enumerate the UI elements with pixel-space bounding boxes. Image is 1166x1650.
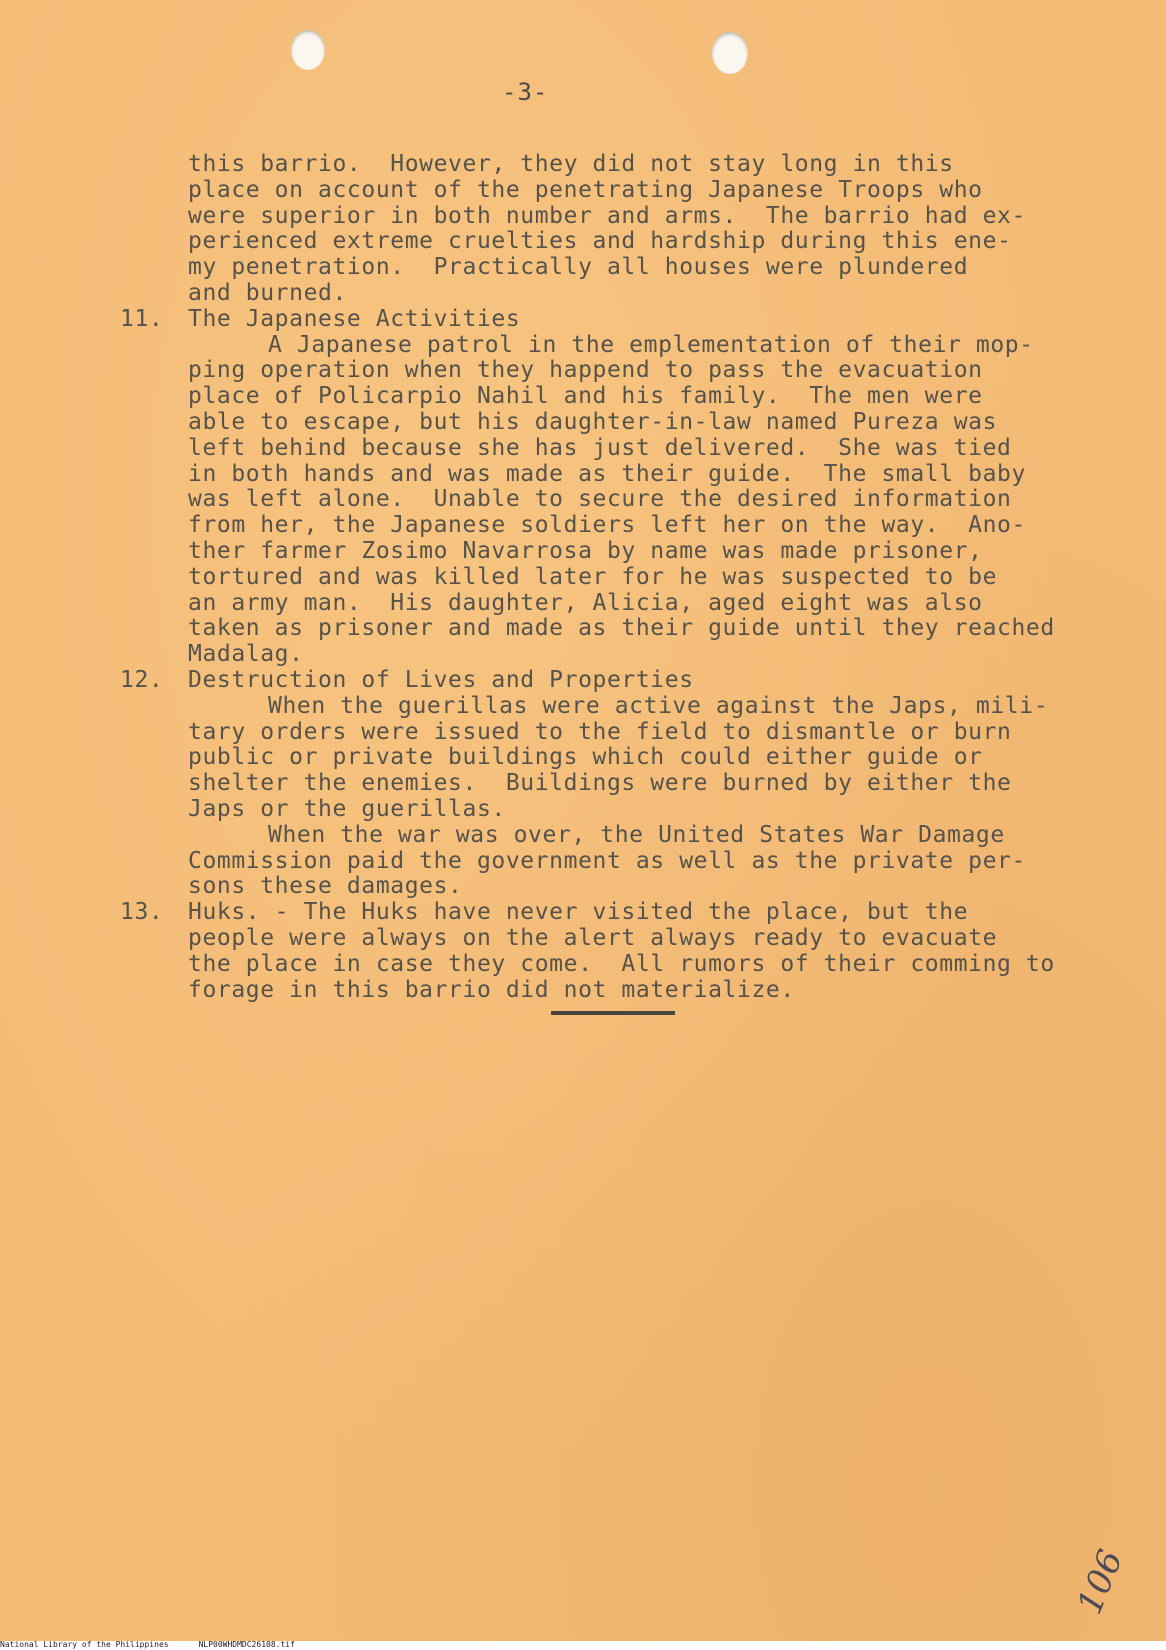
body-line: place of Policarpio Nahil and his family. The men were <box>188 383 983 410</box>
body-line: and burned. <box>188 279 347 306</box>
body-line: my penetration. Practically all houses were plundered <box>188 254 969 281</box>
body-line: people were always on the alert always ready to evacuate <box>188 924 998 951</box>
section-title: Destruction of Lives and Properties <box>188 666 694 693</box>
section-title: The Japanese Activities <box>188 305 521 332</box>
body-line: When the guerillas were active against the Japs, mili- <box>268 692 1049 719</box>
body-line: public or private buildings which could either guide or <box>188 744 983 771</box>
punch-hole-left <box>291 30 325 70</box>
body-line: an army man. His daughter, Alicia, aged eight was also <box>188 589 983 616</box>
section-number: 13. <box>120 899 164 926</box>
footer-catalog-id: NLP00WHDMDC26108.tif <box>198 1640 295 1649</box>
body-line: tortured and was killed later for he was suspected to be <box>188 563 998 590</box>
punch-hole-right <box>712 32 748 74</box>
body-line: was left alone. Unable to secure the desired information <box>188 486 1012 513</box>
end-of-text-rule <box>551 1011 675 1015</box>
body-line: sons these damages. <box>188 873 463 900</box>
body-line: taken as prisoner and made as their guide until they reached <box>188 615 1055 642</box>
body-line: were superior in both number and arms. The barrio had ex- <box>188 202 1026 229</box>
document-body <box>120 152 1110 1003</box>
body-line: the place in case they come. All rumors of their comming to <box>188 950 1055 977</box>
body-line: Commission paid the government as well as the private per- <box>188 847 1026 874</box>
body-line: Madalag. <box>188 641 304 668</box>
section-heading-13 <box>120 900 1110 926</box>
body-line: perienced extreme cruelties and hardship during this ene- <box>188 228 1012 255</box>
section-heading-11 <box>120 307 1110 333</box>
section-heading-12 <box>120 668 1110 694</box>
body-line: ping operation when they happend to pass the evacuation <box>188 357 983 384</box>
footer-credit <box>0 1640 295 1649</box>
body-line: ther farmer Zosimo Navarrosa by name was made prisoner, <box>188 537 983 564</box>
body-line: When the war was over, the United States War Damage <box>268 821 1005 848</box>
body-line: this barrio. However, they did not stay long in this <box>188 151 954 177</box>
body-line: forage in this barrio did not materialize. <box>188 976 795 1003</box>
section-title: Huks. - The Huks have never visited the place, but the <box>188 899 969 926</box>
body-line: left behind because she has just delivered. She was tied <box>188 434 1012 461</box>
body-line: in both hands and was made as their guide. The small baby <box>188 460 1026 487</box>
body-line: place on account of the penetrating Japanese Troops who <box>188 176 983 203</box>
section-number: 12. <box>120 666 164 693</box>
body-line: tary orders were issued to the field to dismantle or burn <box>188 718 1012 745</box>
body-line: A Japanese patrol in the emplementation of their mop- <box>268 331 1034 358</box>
footer-library: National Library of the Philippines <box>0 1640 169 1649</box>
body-line: shelter the enemies. Buildings were burned by either the <box>188 770 1012 797</box>
page-number: -3- <box>502 78 549 106</box>
body-line: able to escape, but his daughter-in-law named Pureza was <box>188 408 998 435</box>
section-number: 11. <box>120 305 164 332</box>
body-line: from her, the Japanese soldiers left her on the way. Ano- <box>188 512 1026 539</box>
body-line: Japs or the guerillas. <box>188 795 506 822</box>
handwritten-page-note: 106 <box>1069 1544 1132 1620</box>
